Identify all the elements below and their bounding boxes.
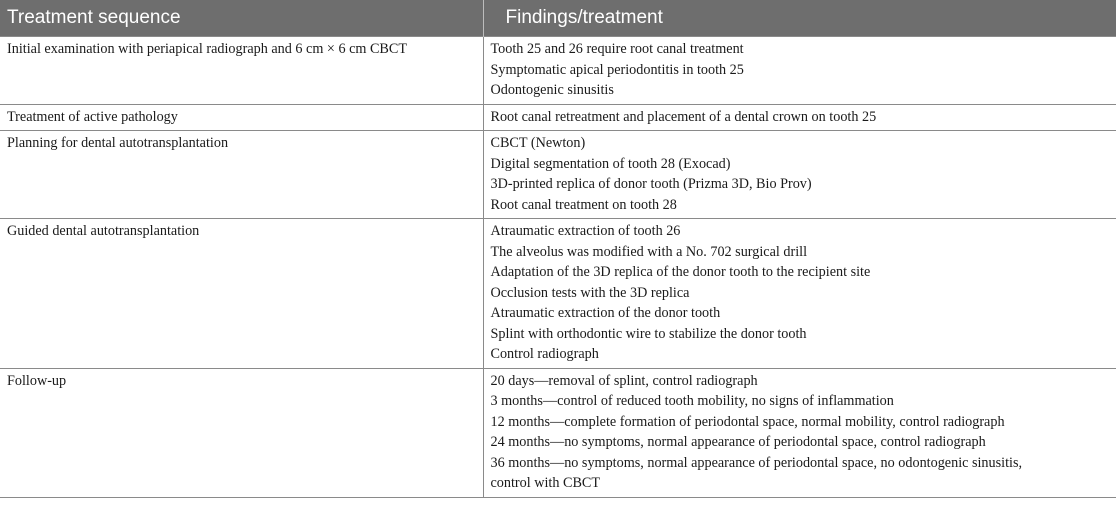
treatment-sequence-text: Treatment of active pathology xyxy=(7,108,178,125)
finding-line: 3D-printed replica of donor tooth (Prizma 3D, Bio Prov) xyxy=(490,176,812,192)
finding-line: 24 months—no symptoms, normal appearance of periodontal space, control radiograph xyxy=(490,434,986,450)
header-row xyxy=(0,0,1116,37)
finding-line: Odontogenic sinusitis xyxy=(490,82,614,98)
finding-line: 36 months—no symptoms, normal appearance of periodontal space, no odontogenic sinusitis, xyxy=(490,454,1023,471)
finding-line: Atraumatic extraction of the donor tooth xyxy=(490,305,721,321)
treatment-sequence-text: Guided dental autotransplantation xyxy=(7,223,200,239)
finding-line: Adaptation of the 3D replica of the donor tooth to the recipient site xyxy=(490,264,871,280)
treatment-sequence-cell xyxy=(0,37,483,105)
finding-line: Atraumatic extraction of tooth 26 xyxy=(490,223,681,239)
header-treatment-sequence: Treatment sequence xyxy=(0,0,483,37)
treatment-sequence-cell xyxy=(0,131,483,219)
table-row xyxy=(0,131,1116,219)
findings-cell xyxy=(483,37,1116,105)
treatment-sequence-cell xyxy=(0,104,483,131)
finding-line: Digital segmentation of tooth 28 (Exocad) xyxy=(490,155,731,172)
finding-line: 12 months—complete formation of periodontal space, normal mobility, control radiograph xyxy=(490,413,1005,430)
treatment-sequence-text: Initial examination with periapical radiograph and 6 cm × 6 cm CBCT xyxy=(7,41,408,57)
header-findings-treatment: Findings/treatment xyxy=(483,0,1116,37)
table-row xyxy=(0,368,1116,497)
findings-cell xyxy=(483,104,1116,131)
findings-cell xyxy=(483,368,1116,497)
finding-line: Root canal treatment on tooth 28 xyxy=(490,196,677,213)
treatment-sequence-text: Follow-up xyxy=(7,372,67,389)
treatment-sequence-text: Planning for dental autotransplantation xyxy=(7,135,229,151)
findings-cell xyxy=(483,219,1116,369)
table-row xyxy=(0,219,1116,369)
finding-line: 20 days—removal of splint, control radiograph xyxy=(490,372,758,389)
table-row xyxy=(0,104,1116,131)
finding-line: Symptomatic apical periodontitis in tooth 25 xyxy=(490,61,744,78)
finding-line: The alveolus was modified with a No. 702 surgical drill xyxy=(490,243,808,260)
table-row xyxy=(0,37,1116,105)
finding-line: 3 months—control of reduced tooth mobility, no signs of inflammation xyxy=(490,393,894,409)
finding-line: Occlusion tests with the 3D replica xyxy=(490,284,690,301)
finding-line: Control radiograph xyxy=(490,346,599,362)
finding-line: Root canal retreatment and placement of a dental crown on tooth 25 xyxy=(490,108,877,125)
findings-cell xyxy=(483,131,1116,219)
finding-line: control with CBCT xyxy=(490,475,601,491)
finding-line: CBCT (Newton) xyxy=(490,135,586,151)
finding-line: Splint with orthodontic wire to stabilize the donor tooth xyxy=(490,325,807,342)
treatment-sequence-cell xyxy=(0,219,483,369)
finding-line: Tooth 25 and 26 require root canal treatment xyxy=(490,41,744,57)
treatment-sequence-cell xyxy=(0,368,483,497)
